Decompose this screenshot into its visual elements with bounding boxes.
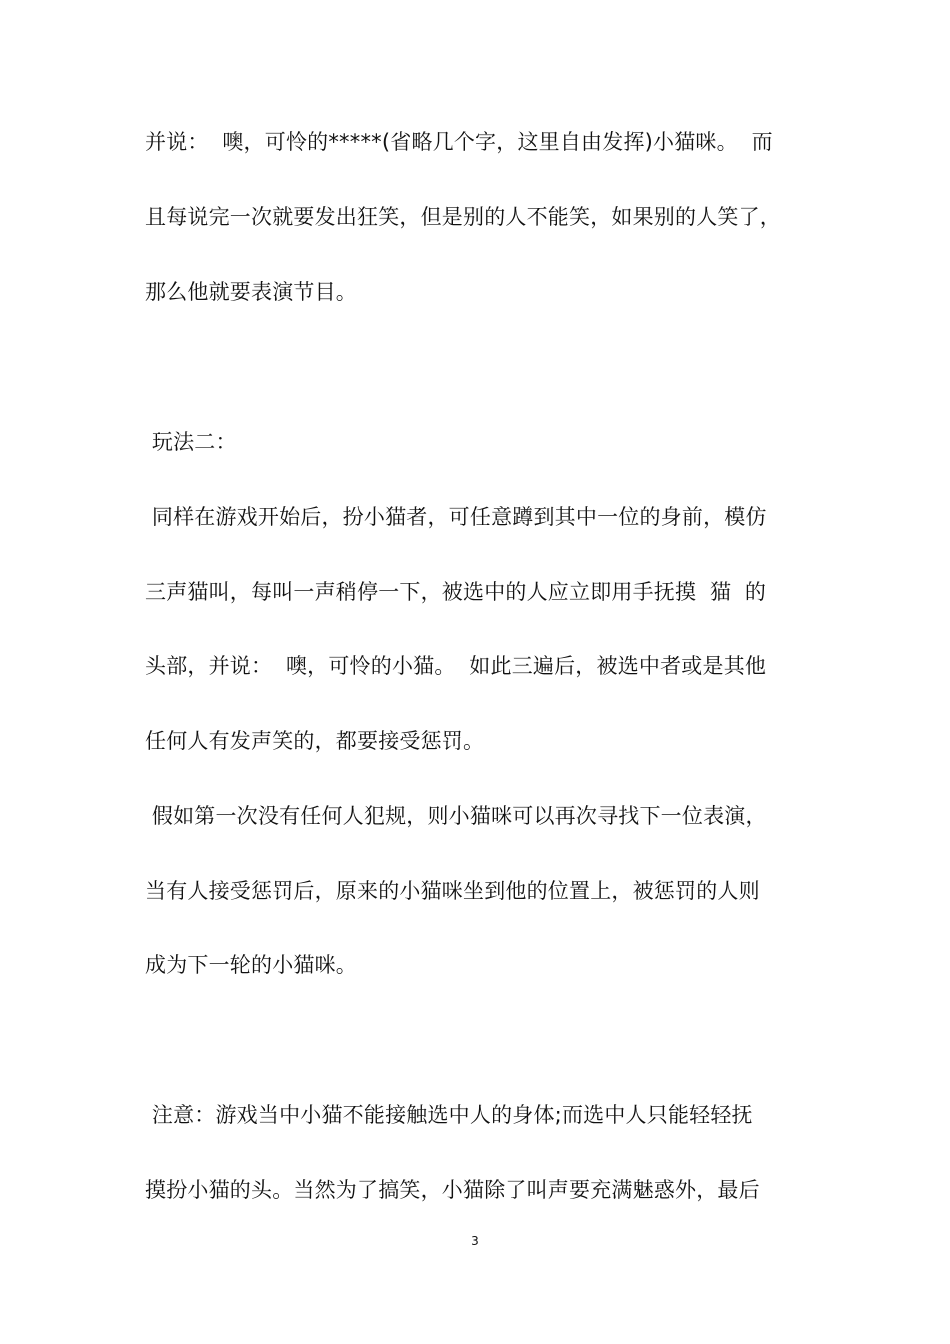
text-line: 当有人接受惩罚后，原来的小猫咪坐到他的位置上，被惩罚的人则 <box>145 879 760 903</box>
text-line: 注意：游戏当中小猫不能接触选中人的身体;而选中人只能轻轻抚 <box>145 1103 753 1127</box>
text-line: 且每说完一次就要发出狂笑，但是别的人不能笑，如果别的人笑了， <box>145 205 781 229</box>
text-line: 头部，并说： 噢，可怜的小猫。 如此三遍后，被选中者或是其他 <box>145 654 767 678</box>
page-number: 3 <box>471 1234 479 1248</box>
text-line: 成为下一轮的小猫咪。 <box>145 953 357 977</box>
text-line: 那么他就要表演节目。 <box>145 280 357 304</box>
text-line: 假如第一次没有任何人犯规，则小猫咪可以再次寻找下一位表演， <box>145 804 767 828</box>
text-line: 同样在游戏开始后，扮小猫者，可任意蹲到其中一位的身前，模仿 <box>145 505 767 529</box>
text-line: 并说： 噢，可怜的*****(省略几个字，这里自由发挥)小猫咪。 而 <box>145 130 773 154</box>
text-line: 摸扮小猫的头。当然为了搞笑，小猫除了叫声要充满魅惑外，最后 <box>145 1178 760 1202</box>
text-line: 任何人有发声笑的，都要接受惩罚。 <box>145 729 485 753</box>
text-line: 三声猫叫，每叫一声稍停一下，被选中的人应立即用手抚摸 猫 的 <box>145 580 767 604</box>
section-heading: 玩法二： <box>145 430 237 454</box>
